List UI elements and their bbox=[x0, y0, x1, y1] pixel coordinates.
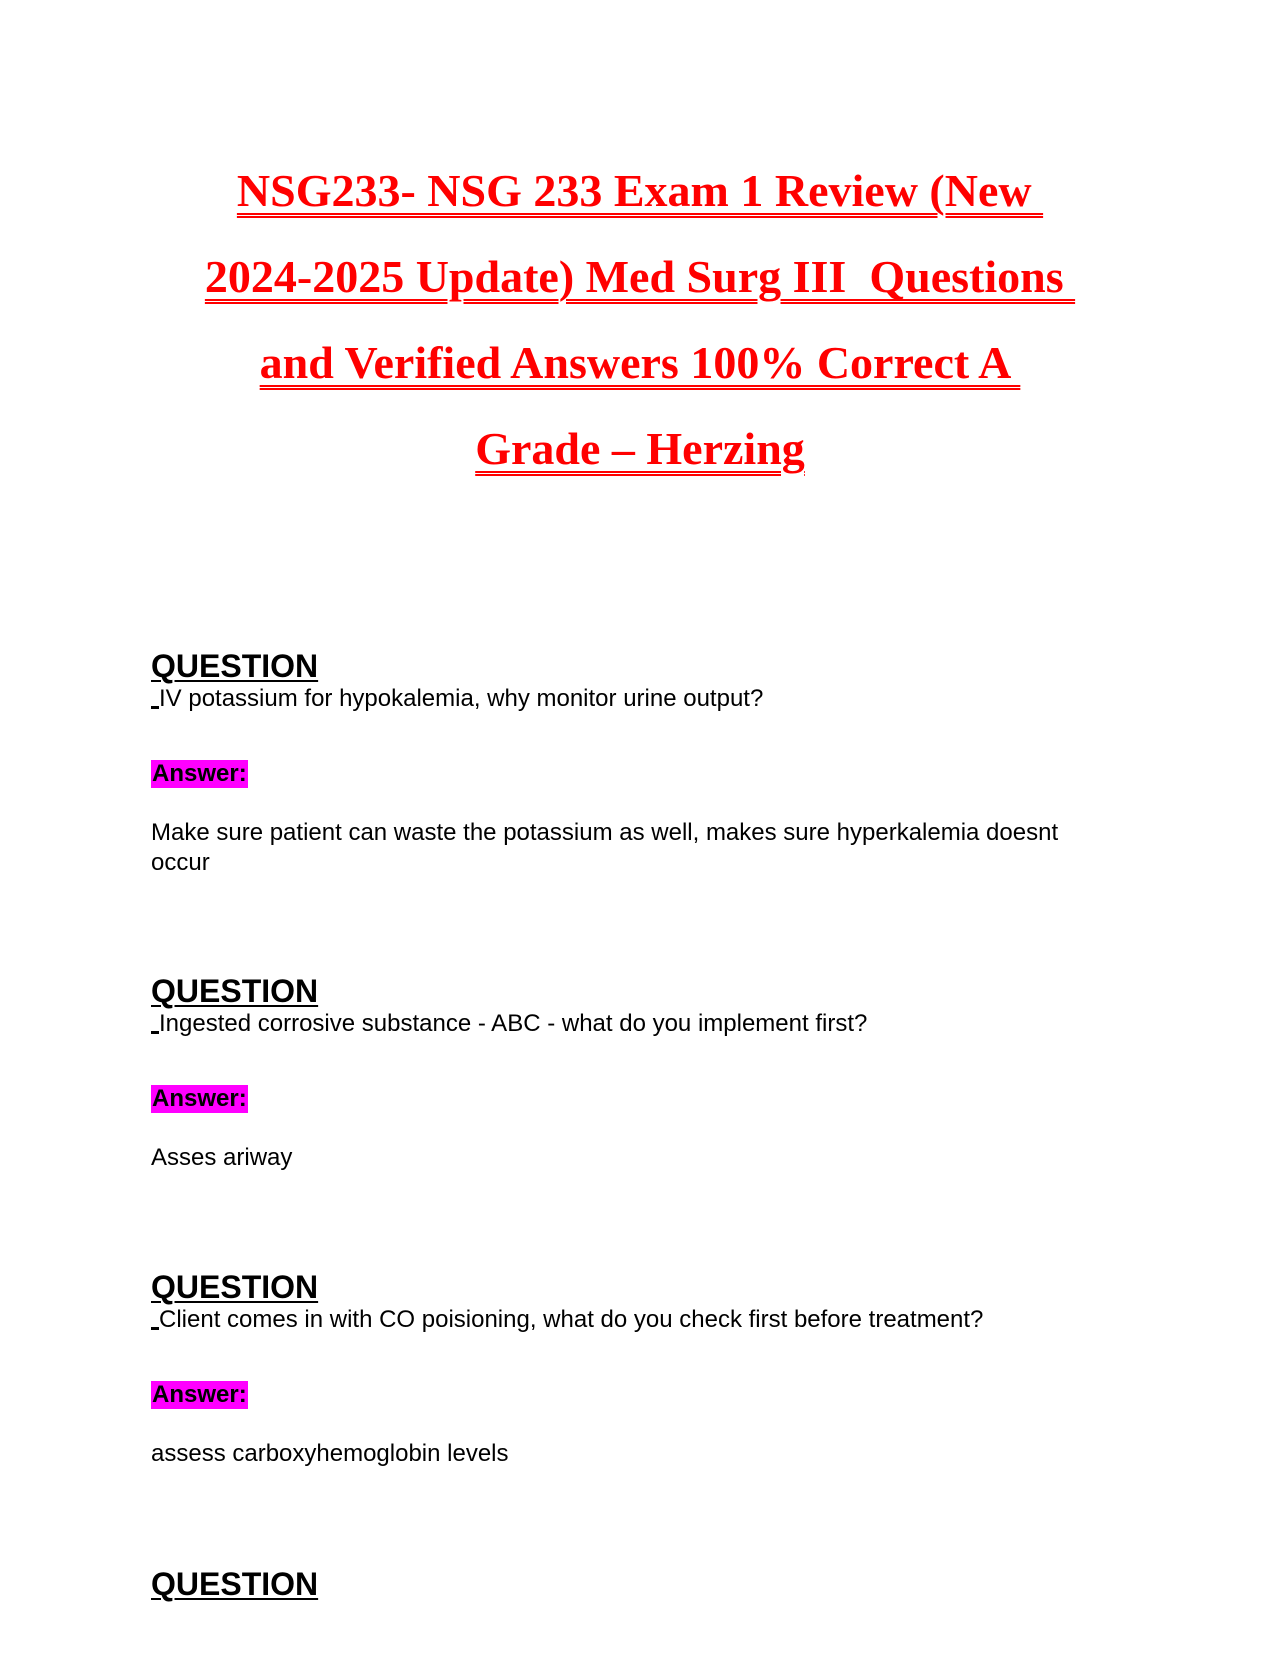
title-line-1: NSG233- NSG 233 Exam 1 Review (New bbox=[236, 165, 1044, 216]
question-heading: QUESTION bbox=[151, 1269, 319, 1305]
answer-label: Answer: bbox=[152, 760, 247, 787]
question-text bbox=[151, 684, 1131, 714]
question-heading: QUESTION bbox=[151, 1566, 319, 1602]
answer-label: Answer: bbox=[152, 1381, 247, 1408]
qa-item-2 bbox=[151, 975, 1131, 1173]
answer-text: Make sure patient can waste the potassium as well, makes sure hyperkalemia doesnt occur bbox=[151, 819, 1059, 876]
question-text-value: IV potassium for hypokalemia, why monitor urine output? bbox=[159, 685, 764, 712]
question-text-value: Ingested corrosive substance - ABC - what do you implement first? bbox=[159, 1010, 868, 1037]
question-heading: QUESTION bbox=[151, 648, 319, 684]
question-text-value: Client comes in with CO poisioning, what do you check first before treatment? bbox=[159, 1306, 984, 1333]
answer-text: assess carboxyhemoglobin levels bbox=[151, 1440, 509, 1467]
qa-item-4 bbox=[151, 1568, 1131, 1600]
qa-item-1 bbox=[151, 650, 1131, 878]
title-line-4: Grade – Herzing bbox=[475, 423, 805, 474]
question-text bbox=[151, 1009, 1131, 1039]
qa-item-3 bbox=[151, 1271, 1131, 1469]
question-marker bbox=[151, 706, 159, 709]
title-line-2: 2024-2025 Update) Med Surg III Questions bbox=[204, 251, 1076, 302]
answer-text: Asses ariway bbox=[151, 1144, 293, 1171]
question-marker bbox=[151, 1031, 159, 1034]
question-heading: QUESTION bbox=[151, 973, 319, 1009]
question-marker bbox=[151, 1327, 159, 1330]
question-text bbox=[151, 1305, 1131, 1335]
answer-label: Answer: bbox=[152, 1085, 247, 1112]
document-title bbox=[150, 148, 1130, 492]
title-line-3: and Verified Answers 100% Correct A bbox=[259, 337, 1021, 388]
